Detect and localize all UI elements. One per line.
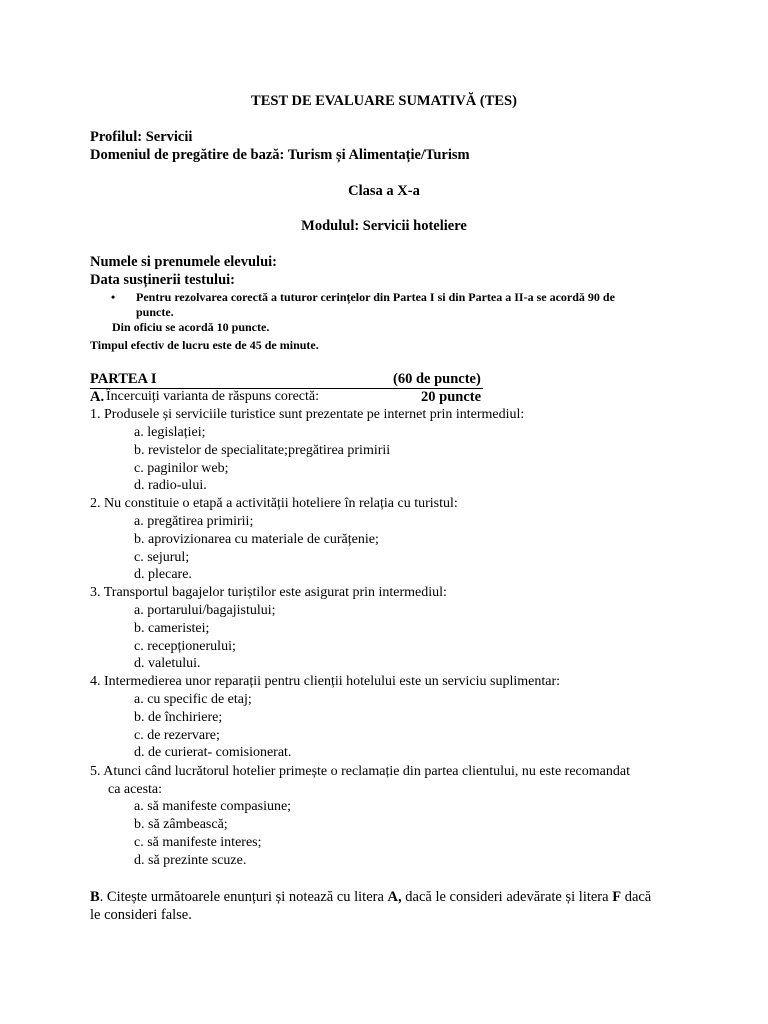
question-3-option-b: b. cameristei; (134, 621, 210, 636)
instruction-bonus: Din oficiu se acordă 10 puncte. (112, 320, 270, 334)
student-name-label: Numele si prenumele elevului: (90, 254, 278, 270)
section-a-instruction: Încercuiți varianta de răspuns corectă: (106, 389, 320, 404)
question-5-cont: ca acesta: (108, 782, 163, 797)
question-3-option-d: d. valetului. (134, 656, 201, 671)
question-5-option-b: b. să zâmbească; (134, 817, 228, 832)
instruction-points: Pentru rezolvarea corectă a tuturor cerințelor din Partea I si din Partea a II-a se acordă 90 de (136, 290, 615, 304)
section-b-instruction-cont: le consideri false. (90, 907, 192, 923)
question-1-option-a: a. legislației; (134, 425, 206, 440)
question-4-option-a: a. cu specific de etaj; (134, 692, 252, 707)
question-5-option-d: d. să prezinte scuze. (134, 853, 247, 868)
question-4: 4. Intermedierea unor reparații pentru clienții hotelului este un serviciu suplimentar: (90, 674, 561, 689)
question-4-option-b: b. de închiriere; (134, 710, 223, 725)
question-2-option-b: b. aprovizionarea cu materiale de curățenie; (134, 532, 379, 547)
section-b-false-letter: F (612, 889, 622, 905)
question-4-option-c: c. de rezervare; (134, 728, 220, 743)
page-title: TEST DE EVALUARE SUMATIVĂ (TES) (251, 93, 517, 109)
test-date-label: Data susținerii testului: (90, 272, 235, 288)
question-2-option-a: a. pregătirea primirii; (134, 514, 254, 529)
section-b-true-letter: A, (387, 889, 402, 905)
question-3-option-a: a. portarului/bagajistului; (134, 603, 276, 618)
instruction-time: Timpul efectiv de lucru este de 45 de minute. (90, 338, 319, 352)
question-1: 1. Produsele și serviciile turistice sunt prezentate pe internet prin intermediul: (90, 407, 525, 422)
question-1-option-c: c. paginilor web; (134, 461, 229, 476)
question-5-option-c: c. să manifeste interes; (134, 835, 262, 850)
section-b-text-2: dacă le consideri adevărate și litera (401, 889, 613, 905)
part-one-title: PARTEA I (90, 371, 157, 387)
section-a-points: 20 puncte (421, 389, 482, 405)
question-4-option-d: d. de curierat- comisionerat. (134, 745, 292, 760)
profile-line: Profilul: Servicii (90, 129, 193, 145)
instruction-points-cont: puncte. (136, 305, 174, 319)
question-2-option-c: c. sejurul; (134, 550, 190, 565)
section-b-text-3: dacă (621, 889, 652, 905)
question-2-option-d: d. plecare. (134, 567, 192, 582)
domain-line: Domeniul de pregătire de bază: Turism și Alimentație/Turism (90, 147, 470, 163)
question-5: 5. Atunci când lucrătorul hotelier primește o reclamație din partea clientului, nu este recomandat (90, 764, 630, 779)
question-3: 3. Transportul bagajelor turiștilor este asigurat prin intermediul: (90, 585, 447, 600)
section-b-letter: B (90, 889, 100, 905)
question-2: 2. Nu constituie o etapă a activității hoteliere în relația cu turistul: (90, 496, 458, 511)
section-a-letter: A. (90, 389, 105, 405)
question-5-option-a: a. să manifeste compasiune; (134, 799, 292, 814)
part-one-points: (60 de puncte) (393, 371, 481, 387)
module-line: Modulul: Servicii hoteliere (301, 218, 467, 234)
bullet-icon: • (111, 290, 116, 304)
section-b-instruction (90, 889, 651, 906)
section-b-text-1: . Citește următoarele enunțuri și notează cu litera (99, 889, 388, 905)
question-1-option-b: b. revistelor de specialitate;pregătirea primirii (134, 443, 391, 458)
class-line: Clasa a X-a (348, 183, 420, 199)
question-1-option-d: d. radio-ului. (134, 478, 207, 493)
question-3-option-c: c. recepționerului; (134, 639, 236, 654)
